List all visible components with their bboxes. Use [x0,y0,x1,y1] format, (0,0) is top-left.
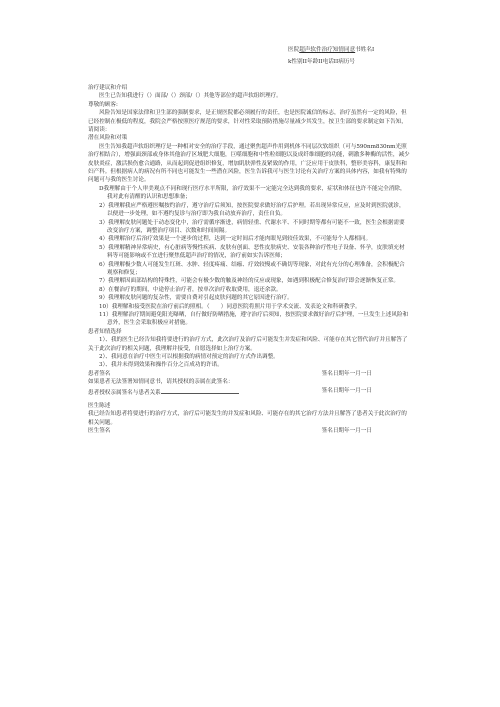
list-item: 3）我理解皮肤问题处于动态变化中，治疗需循序渐进，病情轻重、代谢水平、不同时期等都有可能不一致，医生会根据需要改变治疗方案，调整治疗项目、次数和时间间隔。 [99,219,405,234]
list-item: 8）在餐治疗的期间，中途停止治疗者，按单次治疗收取费用，退还余款。 [99,286,282,293]
risk-notice-paragraph: 风险告知是国家法律和卫生部的强制要求，是正规医院都必须履行的责任，也是医院诚信的标志，治疗虽然有一定的风险，但已经控制在极低的程度，我院会严格按照医疗规范的要求，针对性采取预防措施尽量减少其发生，按卫生部的要求制定如下告知，请阅读： [88,110,407,134]
list-item: 10）我理解和接受医院在治疗前后的照相。（ ）同意医院将照片用于学术交流、发表论文和科研教学。 [99,303,361,310]
patient-signature-date: 签名日期年一月一日 [321,370,372,377]
greeting: 尊敬的顾客: [88,101,118,108]
list-item: D我理解由于个人审美观点不同和现行医疗水平所限，治疗效果不一定能完全达到我的要求，症状和体征也许不能完全消除，我对此有清醒的认识和思想准备； [99,185,406,201]
list-item: 9）我理解皮肤问题的复杂性，需要自费对引起皮肤问题的其它原因进行治疗。 [99,295,293,302]
patient-signature-label: 患者签名 [88,370,111,377]
form-body [88,84,410,436]
proxy-signature-label [88,387,239,397]
list-item: 4）我理解治疗后治疗效果是一个逐步的过程，达到一定时间后才能肉眼见到较佳效果，不可能每个人都相同。 [99,236,372,243]
header-device: 超声软件 [299,47,322,53]
header-patient-fields: k性别II年龄II电话II病历号 [288,59,355,65]
list-item: 5）我理解精神异常病史，有心脏病等慢性疾病、皮肤有创面、恶性皮肤病史、安装各种治疗性电子设备、怀孕，皮肤填充材料等可能影响或不宜进行聚焦低超声治疗的情况，治疗前如实告诉医师； [99,244,405,260]
section-title-risks: 潜在风险和对策 [88,135,128,142]
proxy-relation-blank [161,387,239,394]
form-header [288,44,488,68]
header-title-line [288,44,488,56]
proxy-note: 如果患者无法签署知情同意书，请其授权的亲属在此签名： [88,379,234,386]
list-item: 7）我理解因面部结构的特殊性，可能会有极少数的触及神经的反应或现象，如遇到积极配合修复治疗即会逐渐恢复正常。 [99,278,400,285]
doctor-signature-label: 医生签名 [88,428,111,435]
choice-item: 2）、我同意在治疗中医生可以根据我的病情对预定的治疗方式作出调整。 [99,354,279,360]
proxy-signature-text: 患者授权亲属签名与患者关系 [88,389,161,396]
intro-paragraph: 医生已告知我进行（）面部/（）颈部/（）其他等部位的超声软组织理疗。 [99,93,282,100]
section-title-intro: 治疗建议和介绍 [88,85,128,91]
proxy-signature-row [88,387,410,397]
header-hospital: 医院 [288,47,300,53]
list-item: 2）我理解我应严格遵医嘱按约治疗，遵守治疗后须知，按医院要求做好治疗后护理。若出现异常反应，应及时到医院就诊，以便进一步处理，如不遵约复诊与治疗即为我自动放弃治疗，责任自负。 [99,202,405,218]
choice-item: 1）、我的医生已经告知我将要进行的治疗方式，此次治疗及治疗后可能发生并发症和风险、可能存在其它替代治疗并且解答了关于此次治疗的相关问题，我理解并接受，自愿选择如上治疗方案。 [88,337,408,352]
doctor-statement: 我已经告知患者将要进行的治疗方式，治疗后可能发生的并发症和风险、可能存在的其它治疗方法并且解答了患者关于此次治疗的相关问题。 [88,411,407,426]
list-item: 6）我理解极少数人可能发生红斑、水肿、轻度疼痛、结痂、疗效较慢或不确切等现象，对此有充分的心理准备，会积极配合观察和修复； [99,261,405,276]
header-name-field: 书姓名I [355,47,375,53]
risk-description-paragraph: 医生告知我超声软组织理疗是一种相对安全的治疗手段，通过聚焦超声作用到机体不同层次软组织（可与590nm830nm光照治疗相结合），增强面颈部或身体其他治疗区域肥大细胞，巨噬细胞和中性粒细胞以及成纤维细胞的功能，刺激多种酶的活性，减少皮肤炎症，激活损伤愈合通路，从而起到促进组织修复，增加肌肤弹性及紧致的作用，广泛应用于皮肤科，整形美容科，康复科和妇产科。但根据病人的病况有所不同也可能发生一些潜在风险，医生告诉我可与医生讨论有关治疗方案的具体内容，如我有特殊的问题可与我的医生讨论。 [88,143,410,184]
proxy-signature-date: 签名日期年一月一日 [321,387,372,394]
choice-item: 3）、我并未得到效果和操作百分之百成功的许诺。 [99,362,223,369]
doctor-signature-date: 签名日期年一月一日 [321,428,372,435]
doctor-signature-row [88,427,410,435]
section-title-choice: 患者知情选择 [88,328,122,335]
list-item: 11）我理解治疗期间避免阳光曝晒，自行做好防晒措施，遵守治疗后须知，按医院要求做好治疗后护理，一旦发生上述风险和意外，医生会采取积极应对措施。 [99,311,409,327]
section-title-doctor: 医生陈述 [88,403,111,410]
risk-items-list [88,185,410,328]
patient-signature-row [88,370,410,378]
header-form-name: 治疗知情同意 [321,47,356,53]
